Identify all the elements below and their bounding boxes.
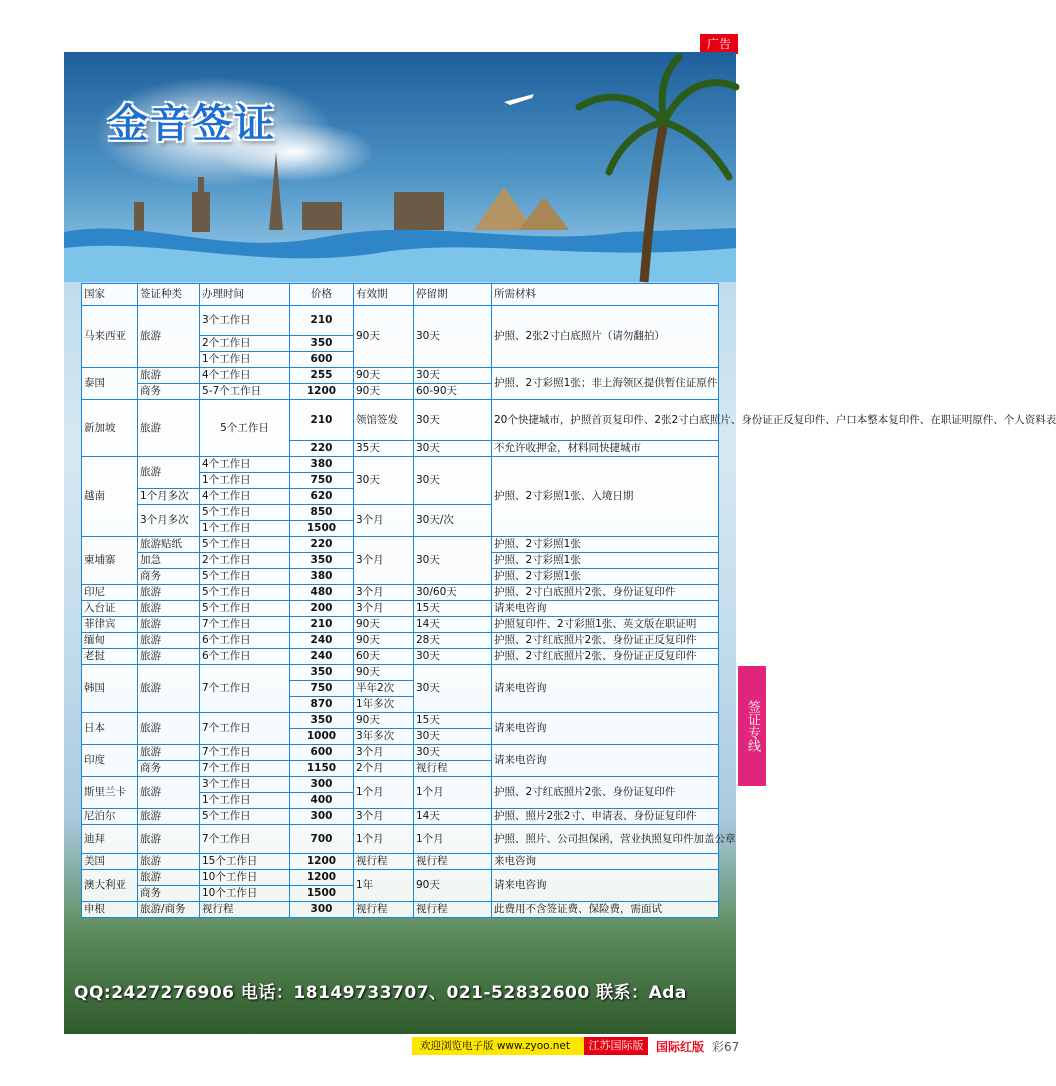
price-cell: 210 (290, 617, 354, 633)
processing-time-cell: 2个工作日 (200, 553, 290, 569)
price-cell: 350 (290, 713, 354, 729)
country-cell: 印尼 (82, 585, 138, 601)
processing-time-cell: 5-7个工作日 (200, 384, 290, 400)
country-cell: 印度 (82, 745, 138, 777)
country-cell: 美国 (82, 854, 138, 870)
visa-type-cell: 旅游 (138, 777, 200, 809)
stay-cell: 30天 (414, 537, 492, 585)
processing-time-cell: 7个工作日 (200, 745, 290, 761)
visa-type-cell: 旅游 (138, 745, 200, 761)
processing-time-cell: 3个工作日 (200, 306, 290, 336)
price-cell: 870 (290, 697, 354, 713)
materials-cell: 护照、2寸红底照片2张、身份证正反复印件 (492, 649, 719, 665)
visa-type-cell: 旅游 (138, 665, 200, 713)
visa-type-cell: 商务 (138, 569, 200, 585)
stay-cell: 30天 (414, 441, 492, 457)
table-row (82, 825, 719, 854)
materials-cell: 20个快捷城市，护照首页复印件、2张2寸白底照片、身份证正反复印件、户口本整本复印件、在职证明原件、个人资料表 (492, 400, 719, 441)
stay-cell: 30天/次 (414, 505, 492, 537)
price-cell: 300 (290, 902, 354, 918)
price-cell: 600 (290, 745, 354, 761)
price-cell: 750 (290, 473, 354, 489)
table-row (82, 617, 719, 633)
country-cell: 柬埔寨 (82, 537, 138, 585)
banner-illustration (64, 52, 736, 282)
processing-time-cell: 10个工作日 (200, 886, 290, 902)
processing-time-cell: 1个工作日 (200, 793, 290, 809)
price-cell: 750 (290, 681, 354, 697)
price-cell: 350 (290, 336, 354, 352)
validity-cell: 3个月 (354, 585, 414, 601)
validity-cell: 1年多次 (354, 697, 414, 713)
country-cell: 尼泊尔 (82, 809, 138, 825)
materials-cell: 护照、2寸红底照片2张、身份证正反复印件 (492, 633, 719, 649)
price-cell: 620 (290, 489, 354, 505)
processing-time-cell: 4个工作日 (200, 489, 290, 505)
visa-type-cell: 旅游/商务 (138, 902, 200, 918)
price-cell: 1500 (290, 886, 354, 902)
price-cell: 240 (290, 633, 354, 649)
materials-cell: 请来电咨询 (492, 665, 719, 713)
validity-cell: 30天 (354, 457, 414, 505)
materials-cell: 护照、2张2寸白底照片（请勿翻拍） (492, 306, 719, 368)
table-row (82, 777, 719, 793)
header-cell: 国家 (82, 284, 138, 306)
price-cell: 1200 (290, 870, 354, 886)
validity-cell: 60天 (354, 649, 414, 665)
country-cell: 马来西亚 (82, 306, 138, 368)
price-cell: 220 (290, 537, 354, 553)
visa-type-cell: 旅游 (138, 870, 200, 886)
visa-type-cell: 商务 (138, 761, 200, 777)
materials-cell: 护照、照片、公司担保函，营业执照复印件加盖公章 (492, 825, 719, 854)
validity-cell: 90天 (354, 633, 414, 649)
materials-cell: 护照、2寸彩照1张、入境日期 (492, 457, 719, 537)
materials-cell: 请来电咨询 (492, 713, 719, 745)
validity-cell: 90天 (354, 617, 414, 633)
price-cell: 850 (290, 505, 354, 521)
table-row (82, 902, 719, 918)
table-row (82, 368, 719, 384)
processing-time-cell: 10个工作日 (200, 870, 290, 886)
country-cell: 斯里兰卡 (82, 777, 138, 809)
stay-cell: 1个月 (414, 777, 492, 809)
price-cell: 400 (290, 793, 354, 809)
visa-type-cell: 旅游 (138, 400, 200, 457)
header-cell: 有效期 (354, 284, 414, 306)
price-cell: 600 (290, 352, 354, 368)
processing-time-cell: 7个工作日 (200, 761, 290, 777)
validity-cell: 1个月 (354, 777, 414, 809)
visa-type-cell: 旅游 (138, 825, 200, 854)
stay-cell: 视行程 (414, 902, 492, 918)
price-cell: 200 (290, 601, 354, 617)
stay-cell: 30/60天 (414, 585, 492, 601)
ad-label: 广告 (700, 34, 738, 54)
page-footer (0, 1034, 800, 1058)
visa-type-cell: 3个月多次 (138, 505, 200, 537)
table-row (82, 633, 719, 649)
table-row (82, 713, 719, 729)
processing-time-cell: 5个工作日 (200, 505, 290, 521)
stay-cell: 30天 (414, 368, 492, 384)
table-row (82, 306, 719, 336)
validity-cell: 2个月 (354, 761, 414, 777)
visa-type-cell: 旅游 (138, 368, 200, 384)
contact-info: QQ:2427276906 电话：18149733707、021-52832600 联系：Ada (74, 983, 687, 1003)
visa-type-cell: 旅游 (138, 617, 200, 633)
country-cell: 新加坡 (82, 400, 138, 457)
table-row (82, 745, 719, 761)
validity-cell: 90天 (354, 306, 414, 368)
table-row (82, 809, 719, 825)
stay-cell: 90天 (414, 870, 492, 902)
visa-type-cell: 商务 (138, 886, 200, 902)
visa-type-cell: 旅游 (138, 306, 200, 368)
price-cell: 480 (290, 585, 354, 601)
country-cell: 泰国 (82, 368, 138, 400)
processing-time-cell: 5个工作日 (200, 569, 290, 585)
processing-time-cell: 1个工作日 (200, 352, 290, 368)
materials-cell: 护照、2寸彩照1张 (492, 553, 719, 569)
country-cell: 老挝 (82, 649, 138, 665)
header-cell: 价格 (290, 284, 354, 306)
stay-cell: 30天 (414, 665, 492, 713)
stay-cell: 1个月 (414, 825, 492, 854)
validity-cell: 35天 (354, 441, 414, 457)
stay-cell: 视行程 (414, 854, 492, 870)
stay-cell: 30天 (414, 457, 492, 505)
validity-cell: 3个月 (354, 505, 414, 537)
validity-cell: 视行程 (354, 902, 414, 918)
country-cell: 入台证 (82, 601, 138, 617)
table-row (82, 457, 719, 473)
validity-cell: 3个月 (354, 745, 414, 761)
materials-cell: 不允许收押金，材料同快捷城市 (492, 441, 719, 457)
validity-cell: 半年2次 (354, 681, 414, 697)
processing-time-cell: 6个工作日 (200, 633, 290, 649)
brand-logo: 金音签证 (108, 101, 276, 147)
validity-cell: 3个月 (354, 537, 414, 585)
materials-cell: 护照、2寸白底照片2张、身份证复印件 (492, 585, 719, 601)
visa-type-cell: 商务 (138, 384, 200, 400)
country-cell: 越南 (82, 457, 138, 537)
header-cell: 所需材料 (492, 284, 719, 306)
footer-edition-badge: 江苏国际版 (584, 1037, 648, 1055)
table-row (82, 870, 719, 886)
price-cell: 240 (290, 649, 354, 665)
footer-promo: 欢迎浏览电子版 www.zyoo.net (412, 1037, 588, 1055)
processing-time-cell: 6个工作日 (200, 649, 290, 665)
visa-type-cell: 旅游贴纸 (138, 537, 200, 553)
country-cell: 缅甸 (82, 633, 138, 649)
header-cell: 办理时间 (200, 284, 290, 306)
processing-time-cell: 4个工作日 (200, 368, 290, 384)
processing-time-cell: 7个工作日 (200, 713, 290, 745)
price-cell: 380 (290, 457, 354, 473)
table-row (82, 601, 719, 617)
visa-type-cell: 1个月多次 (138, 489, 200, 505)
materials-cell: 请来电咨询 (492, 745, 719, 777)
validity-cell: 3个月 (354, 809, 414, 825)
stay-cell: 30天 (414, 729, 492, 745)
side-tab-visa-hotline: 签证专线 (738, 666, 766, 786)
processing-time-cell: 4个工作日 (200, 457, 290, 473)
processing-time-cell: 5个工作日 (200, 585, 290, 601)
price-cell: 1150 (290, 761, 354, 777)
price-cell: 300 (290, 809, 354, 825)
visa-type-cell: 旅游 (138, 633, 200, 649)
materials-cell: 护照、2寸彩照1张 (492, 569, 719, 585)
stay-cell: 60-90天 (414, 384, 492, 400)
stay-cell: 14天 (414, 617, 492, 633)
price-cell: 350 (290, 665, 354, 681)
stay-cell: 30天 (414, 649, 492, 665)
stay-cell: 15天 (414, 601, 492, 617)
materials-cell: 护照、2寸彩照1张；非上海领区提供暂住证原件 (492, 368, 719, 400)
materials-cell: 请来电咨询 (492, 601, 719, 617)
validity-cell: 1年 (354, 870, 414, 902)
visa-type-cell: 旅游 (138, 713, 200, 745)
table-row (82, 400, 719, 441)
visa-type-cell: 旅游 (138, 809, 200, 825)
validity-cell: 领馆签发 (354, 400, 414, 441)
footer-edition-name: 国际红版 (656, 1040, 705, 1054)
table-row (82, 585, 719, 601)
table-header-row (82, 284, 719, 306)
price-cell: 1200 (290, 384, 354, 400)
materials-cell: 请来电咨询 (492, 870, 719, 902)
country-cell: 菲律宾 (82, 617, 138, 633)
materials-cell: 此费用不含签证费、保险费，需面试 (492, 902, 719, 918)
table-row (82, 537, 719, 553)
visa-type-cell: 旅游 (138, 585, 200, 601)
price-cell: 1500 (290, 521, 354, 537)
price-cell: 350 (290, 553, 354, 569)
stay-cell: 15天 (414, 713, 492, 729)
visa-type-cell: 加急 (138, 553, 200, 569)
price-cell: 210 (290, 400, 354, 441)
materials-cell: 护照复印件、2寸彩照1张、英文版在职证明 (492, 617, 719, 633)
header-cell: 停留期 (414, 284, 492, 306)
table-row (82, 665, 719, 681)
visa-type-cell: 旅游 (138, 601, 200, 617)
visa-type-cell: 旅游 (138, 457, 200, 489)
visa-type-cell: 旅游 (138, 649, 200, 665)
price-cell: 1200 (290, 854, 354, 870)
processing-time-cell: 1个工作日 (200, 473, 290, 489)
materials-cell: 来电咨询 (492, 854, 719, 870)
validity-cell: 3个月 (354, 601, 414, 617)
processing-time-cell: 1个工作日 (200, 521, 290, 537)
validity-cell: 90天 (354, 665, 414, 681)
materials-cell: 护照、2寸彩照1张 (492, 537, 719, 553)
table-row (82, 854, 719, 870)
price-cell: 255 (290, 368, 354, 384)
price-cell: 1000 (290, 729, 354, 745)
stay-cell: 30天 (414, 306, 492, 368)
country-cell: 澳大利亚 (82, 870, 138, 902)
country-cell: 申根 (82, 902, 138, 918)
processing-time-cell: 7个工作日 (200, 825, 290, 854)
country-cell: 迪拜 (82, 825, 138, 854)
country-cell: 韩国 (82, 665, 138, 713)
stay-cell: 30天 (414, 400, 492, 441)
processing-time-cell: 3个工作日 (200, 777, 290, 793)
validity-cell: 3年多次 (354, 729, 414, 745)
price-cell: 380 (290, 569, 354, 585)
visa-type-cell: 旅游 (138, 854, 200, 870)
validity-cell: 90天 (354, 384, 414, 400)
processing-time-cell: 2个工作日 (200, 336, 290, 352)
processing-time-cell: 7个工作日 (200, 665, 290, 713)
stay-cell: 28天 (414, 633, 492, 649)
validity-cell: 1个月 (354, 825, 414, 854)
validity-cell: 90天 (354, 713, 414, 729)
stay-cell: 14天 (414, 809, 492, 825)
materials-cell: 护照、照片2张2寸、申请表、身份证复印件 (492, 809, 719, 825)
table-row (82, 649, 719, 665)
country-cell: 日本 (82, 713, 138, 745)
header-cell: 签证种类 (138, 284, 200, 306)
stay-cell: 视行程 (414, 761, 492, 777)
price-cell: 220 (290, 441, 354, 457)
price-cell: 300 (290, 777, 354, 793)
processing-time-cell: 5个工作日 (200, 809, 290, 825)
page-number: 彩67 (712, 1040, 740, 1054)
stay-cell: 30天 (414, 745, 492, 761)
processing-time-cell: 7个工作日 (200, 617, 290, 633)
processing-time-cell: 5个工作日 (200, 601, 290, 617)
materials-cell: 护照、2寸红底照片2张、身份证复印件 (492, 777, 719, 809)
processing-time-cell: 5个工作日 (200, 537, 290, 553)
processing-time-cell: 视行程 (200, 902, 290, 918)
processing-time-cell: 15个工作日 (200, 854, 290, 870)
validity-cell: 视行程 (354, 854, 414, 870)
processing-time-cell: 5个工作日 (200, 400, 290, 457)
price-cell: 210 (290, 306, 354, 336)
price-cell: 700 (290, 825, 354, 854)
validity-cell: 90天 (354, 368, 414, 384)
